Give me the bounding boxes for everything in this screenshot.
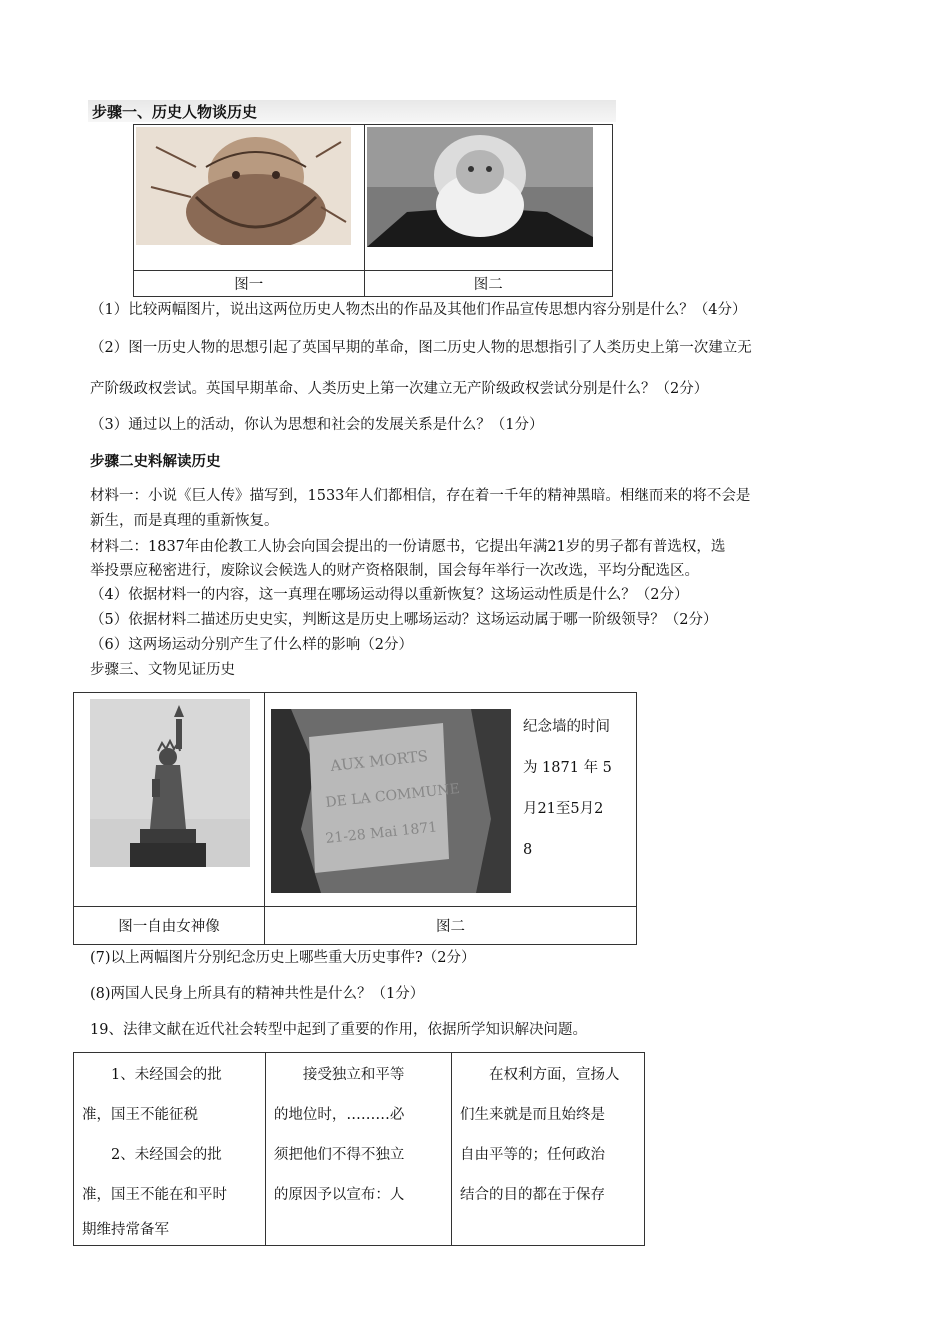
material2-line1: 材料二：1837年由伦教工人协会向国会提出的一份请愿书，它提出年满21岁的男子都有普选权，选 bbox=[90, 539, 726, 555]
step3-heading: 步骤三、文物见证历史 bbox=[90, 662, 235, 678]
doc3-line-1: 在权利方面，宣扬人 bbox=[489, 1067, 620, 1083]
step2-heading: 步骤二史料解读历史 bbox=[90, 453, 221, 470]
statue-caption: 图一自由女神像 bbox=[74, 907, 265, 945]
doc1-line-3: 2、未经国会的批 bbox=[111, 1147, 222, 1163]
doc2-line-3: 须把他们不得不独立 bbox=[273, 1147, 405, 1163]
question-6: （6）这两场运动分别产生了什么样的影响（2分） bbox=[90, 637, 413, 653]
note-line-2: 为 1871 年 5 bbox=[522, 760, 612, 776]
fig2-cell bbox=[364, 125, 612, 271]
doc3-line-3: 自由平等的；任何政治 bbox=[460, 1147, 606, 1163]
plaque-line-1: AUX MORTS bbox=[329, 746, 429, 775]
doc2-line-4: 的原因予以宣布：人 bbox=[273, 1187, 405, 1203]
statue-of-liberty-image bbox=[90, 699, 250, 867]
note-line-3: 月21至5月2 bbox=[522, 801, 604, 817]
question-2-line2: 产阶级政权尝试。英国早期革命、人类历史上第一次建立无产阶级政权尝试分别是什么？（2分） bbox=[90, 381, 709, 397]
doc2-line-2: 的地位时，………必 bbox=[273, 1107, 405, 1123]
doc3-line-4: 结合的目的都在于保存 bbox=[460, 1187, 606, 1203]
plaque-line-2: DE LA COMMUNE bbox=[324, 780, 461, 811]
fig2-caption: 图二 bbox=[364, 271, 612, 297]
document-cell-3 bbox=[452, 1053, 645, 1246]
material1-line2: 新生，而是真理的重新恢复。 bbox=[90, 513, 279, 529]
question-8: (8)两国人民身上所具有的精神共性是什么？（1分） bbox=[90, 986, 425, 1002]
document-cell-2 bbox=[265, 1053, 451, 1246]
question-7: (7)以上两幅图片分别纪念历史上哪些重大历史事件?（2分） bbox=[90, 950, 476, 966]
doc1-line-4: 准，国王不能在和平时 bbox=[82, 1187, 227, 1203]
statue-cell bbox=[74, 693, 265, 907]
material2-line2: 举投票应秘密进行，废除议会候选人的财产资格限制，国会每年举行一次改选，平均分配选区。 bbox=[90, 563, 699, 579]
fig1-cell bbox=[134, 125, 365, 271]
plaque-line-3: 21-28 Mai 1871 bbox=[324, 819, 438, 847]
question-3: （3）通过以上的活动，你认为思想和社会的发展关系是什么？（1分） bbox=[90, 417, 544, 433]
question-4: （4）依据材料一的内容，这一真理在哪场运动得以重新恢复？这场运动性质是什么？（2分） bbox=[90, 587, 689, 603]
commune-wall-image bbox=[271, 709, 511, 893]
step3-figure-table bbox=[73, 692, 637, 945]
step1-heading: 步骤一、历史人物谈历史 bbox=[92, 103, 258, 121]
question-1: （1）比较两幅图片，说出这两位历史人物杰出的作品及其他们作品宣传思想内容分别是什么？（4分） bbox=[90, 302, 747, 318]
commune-wall-cell bbox=[264, 693, 636, 907]
doc2-line-1: 接受独立和平等 bbox=[302, 1067, 405, 1083]
fig1-caption: 图一 bbox=[134, 271, 365, 297]
note-line-4: 8 bbox=[522, 842, 533, 858]
question-19-intro: 19、法律文献在近代社会转型中起到了重要的作用，依据所学知识解决问题。 bbox=[90, 1022, 587, 1038]
doc3-line-2: 们生来就是而且始终是 bbox=[460, 1107, 606, 1123]
marx-portrait-image bbox=[367, 127, 593, 247]
doc1-line-5: 期维持常备军 bbox=[82, 1222, 169, 1238]
doc1-line-2: 准，国王不能征税 bbox=[82, 1107, 198, 1123]
commune-caption: 图二 bbox=[264, 907, 636, 945]
doc1-line-1: 1、未经国会的批 bbox=[111, 1067, 222, 1083]
legal-documents-table bbox=[73, 1052, 645, 1246]
question-5: （5）依据材料二描述历史史实，判断这是历史上哪场运动？这场运动属于哪一阶级领导？（2分） bbox=[90, 612, 718, 628]
material1-line1: 材料一：小说《巨人传》描写到，1533年人们都相信，存在着一千年的精神黑暗。相继而来的将不会是 bbox=[90, 488, 751, 504]
step1-figure-table bbox=[133, 124, 613, 297]
commune-wall-note bbox=[523, 707, 633, 871]
note-line-1: 纪念墙的时间 bbox=[522, 719, 610, 735]
leonardo-portrait-image bbox=[136, 127, 351, 245]
question-2-line1: （2）图一历史人物的思想引起了英国早期的革命，图二历史人物的思想指引了人类历史上第一次建立无 bbox=[90, 340, 752, 356]
document-cell-1 bbox=[74, 1053, 266, 1246]
